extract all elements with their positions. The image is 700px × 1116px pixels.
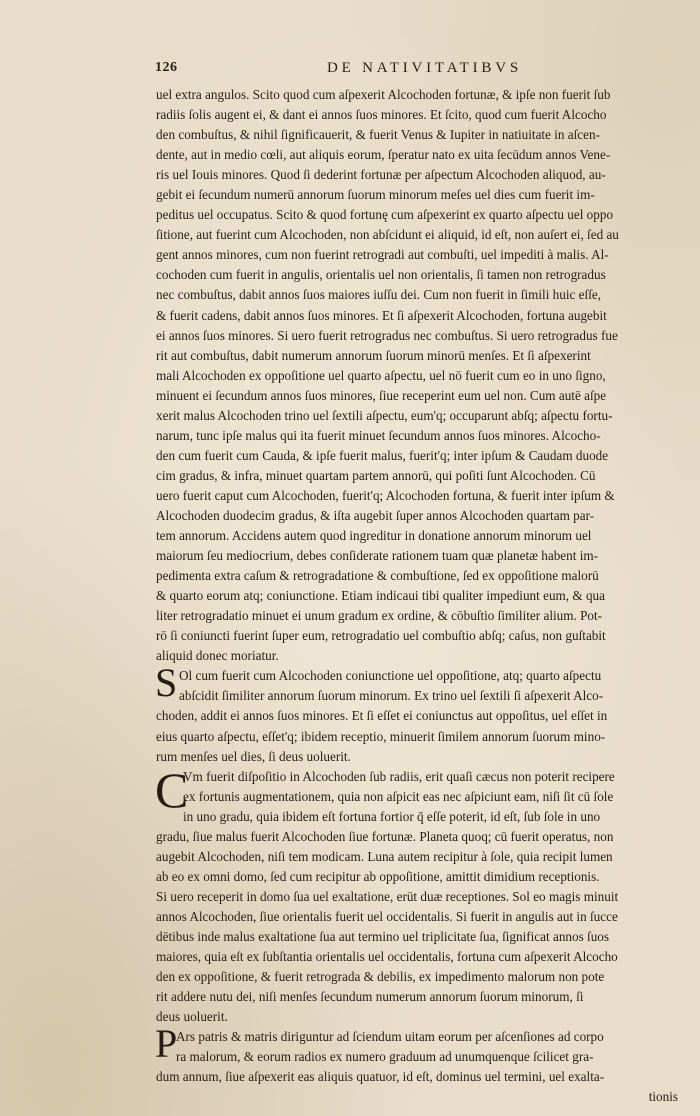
text-block [156, 85, 680, 1107]
text-line: annos Alcochoden, ſiue orientalis fuerit uel occidentalis. Si fuerit in angulis aut in ſucce [156, 908, 618, 924]
text-line: ex fortunis augmentationem, quia non aſpicit eas nec aſpiciunt eam, niſi ſit cū ſole [183, 788, 614, 804]
paragraph-3 [155, 761, 680, 1028]
text-line: rō ſi coniuncti fuerint ſuper eum, retrogradatio uel combuſtio abſq; caſus, non guſtabit [156, 628, 606, 644]
text-line: ris uel Iouis minores. Quod ſi dederint fortunæ per aſpectum Alcochoden aliquod, au- [156, 167, 606, 183]
text-line: augebit Alcochoden, niſi tem modicam. Luna autem recipitur à ſole, quia recipit lumen [156, 848, 613, 864]
text-line: mali Alcochoden ex oppoſitione uel quarto aſpectu, uel nō fuerit cum eo in uno ſigno, [156, 367, 606, 383]
text-line: abſcidit ſimiliter annorum ſuorum minorum. Ex trino uel ſextili ſi aſpexerit Alco- [179, 688, 604, 704]
paragraph-1 [156, 85, 680, 666]
text-line: Alcochoden duodecim gradus, & iſta augebit ſuper annos Alcochoden quartam par- [156, 507, 595, 523]
text-line: den ex oppoſitione, & fuerit retrograda & debilis, ex impedimento malorum non pote [156, 969, 605, 985]
text-line: xerit malus Alcochoden trino uel ſextili aſpectu, eum'q; occuparunt abſq; aſpectu fortu- [156, 407, 613, 423]
running-head: DE NATIVITATIBVS [327, 60, 523, 76]
text-line: gent annos minores, cum non fuerint retrogradi aut combuſti, uel impediti à malis. Al- [156, 247, 609, 263]
text-line: peditus uel occupatus. Scito & quod fortunę cum aſpexerint ex quarto aſpectu uel oppo [156, 207, 614, 223]
text-line: narum, tunc ipſe malus qui ita fuerit minuet ſecundum annos ſuos minores. Alcocho- [156, 427, 601, 443]
text-line: in uno gradu, quia ibidem eſt fortuna fortior q̄ eſſe poterit, id eſt, ſub ſole in uno [183, 808, 601, 824]
text-line: uel extra angulos. Scito quod cum aſpexerit Alcochoden fortunæ, & ipſe non fuerit ſub [156, 87, 611, 102]
text-line: & quarto eorum atq; coniunctione. Etiam indicaui tibi qualiter impediunt eum, & qua [156, 588, 605, 604]
text-line: dente, aut in medio cœli, aut aliquis eorum, ſperatur nato ex uita ſecūdum annos Vene- [156, 147, 611, 163]
text-line: rit addere nutu dei, niſi menſes ſecundum numerum annorum ſuorum minorum, ſi [156, 989, 584, 1005]
drop-cap: C [155, 761, 189, 818]
text-line: Ars patris & matris diriguntur ad ſciendum uitam eorum per aſcenſiones ad corpo [176, 1029, 604, 1045]
text-line: choden, addit ei annos ſuos minores. Et ſi eſſet ei coniunctus aut oppoſitus, uel eſſet in [156, 708, 608, 724]
drop-cap: P [155, 1021, 178, 1067]
text-line: Vm fuerit diſpoſitio in Alcochoden ſub radiis, erit quaſi cæcus non poterit recipere [183, 768, 615, 784]
text-line: gebit ei ſecundum numerū annorum ſuorum minorum meſes uel dies cum fuerit im- [156, 187, 595, 203]
text-line: cochoden cum fuerit in angulis, orientalis uel non orientalis, ſi tamen non retrogradus [156, 267, 606, 283]
text-line: rit aut combuſtus, dabit numerum annorum ſuorum minorū menſes. Et ſi aſpexerint [156, 347, 591, 363]
paragraph-4 [155, 1021, 680, 1107]
page-number: 126 [155, 60, 178, 75]
text-line: eius quarto aſpectu, eſſet'q; ibidem receptio, minuerit ſimilem annorum ſuorum mino- [156, 728, 606, 744]
paragraph-2 [155, 660, 680, 766]
text-line: gradu, ſiue malus fuerit Alcochoden ſiue fortunæ. Planeta quoq; cū fuerit operatus, non [156, 828, 614, 844]
text-line: radiis ſolis augent ei, & dant ei annos ſuos minores. Et ſcito, quod cum fuerit Alcocho [156, 107, 607, 123]
text-line: dētibus inde malus exaltatione ſua aut termino uel triplicitate ſua, ſignificat annos ſuos [156, 928, 610, 944]
text-line: ei annos ſuos minores. Si uero fuerit retrogradus nec combuſtus. Si uero retrogradus fue [156, 327, 618, 343]
text-line: maiorum ſeu mediocrium, debes conſiderate rationem tuam quæ planetæ habent im- [156, 548, 599, 564]
text-line: deus uoluerit. [156, 1009, 228, 1025]
text-line: uero fuerit caput cum Alcochoden, fuerit'q; Alcochoden fortuna, & fuerit inter ipſum & [156, 487, 615, 503]
page-header [155, 60, 680, 80]
text-line: rum menſes uel dies, ſi deus uoluerit. [156, 748, 351, 764]
drop-cap: S [155, 660, 178, 706]
text-line: ſitione, aut fuerint cum Alcochoden, non abſcidunt ei aliquid, id eſt, non auſert ei, ſed au [156, 227, 619, 243]
text-line: tionis [648, 1089, 678, 1105]
text-line: den combuſtus, & nihil ſignificauerit, & fuerit Venus & Iupiter in natiuitate in aſcen- [156, 127, 600, 143]
text-line: cim gradus, & infra, minuet quartam partem annorū, qui poſiti ſunt Alcochoden. Cū [156, 467, 596, 483]
text-line: maiores, quia eſt ex ſubſtantia orientalis uel occidentalis, fortuna cum aſpexerit Alcocho [156, 949, 618, 965]
text-line: minuent ei ſecundum annos ſuos minores, ſiue receperint eum uel non. Cum autē aſpe [156, 387, 607, 403]
text-line: & fuerit cadens, dabit annos ſuos minores. Et ſi aſpexerit Alcochoden, fortuna augebit [156, 307, 607, 323]
text-line: tem annorum. Accidens autem quod ingreditur in donatione annorum minorum uel [156, 528, 592, 544]
text-line: dum annum, ſiue aſpexerit eas aliquis quatuor, id eſt, dominus uel termini, uel exalta- [156, 1069, 605, 1085]
text-line: nec combuſtus, dabit annos ſuos maiores iuſſu dei. Cum non fuerit in ſimili huic eſſe, [156, 287, 602, 303]
text-line: aliquid donec moriatur. [156, 648, 279, 664]
text-line: ra malorum, & eorum radios ex numero graduum ad unumquenque ſcilicet gra- [176, 1049, 594, 1065]
text-line: pedimenta extra caſum & retrogradatione & combuſtione, ſed ex oppoſitione malorū [156, 568, 599, 584]
text-line: liter retrogradatio minuet ei unum gradum ex ordine, & cōbuſtio ſimiliter alium. Pot- [156, 608, 603, 624]
text-line: Si uero receperit in domo ſua uel exaltatione, erūt duæ receptiones. Sol eo magis minuit [156, 888, 619, 904]
text-line: ab eo ex omni domo, ſed cum recipitur ab oppoſitione, amittit dimidium receptionis. [156, 868, 600, 884]
text-line: Ol cum fuerit cum Alcochoden coniunctione uel oppoſitione, atq; quarto aſpectu [179, 668, 602, 684]
text-line: den cum fuerit cum Cauda, & ipſe fuerit malus, fuerit'q; inter ipſum & Caudam duode [156, 447, 609, 463]
